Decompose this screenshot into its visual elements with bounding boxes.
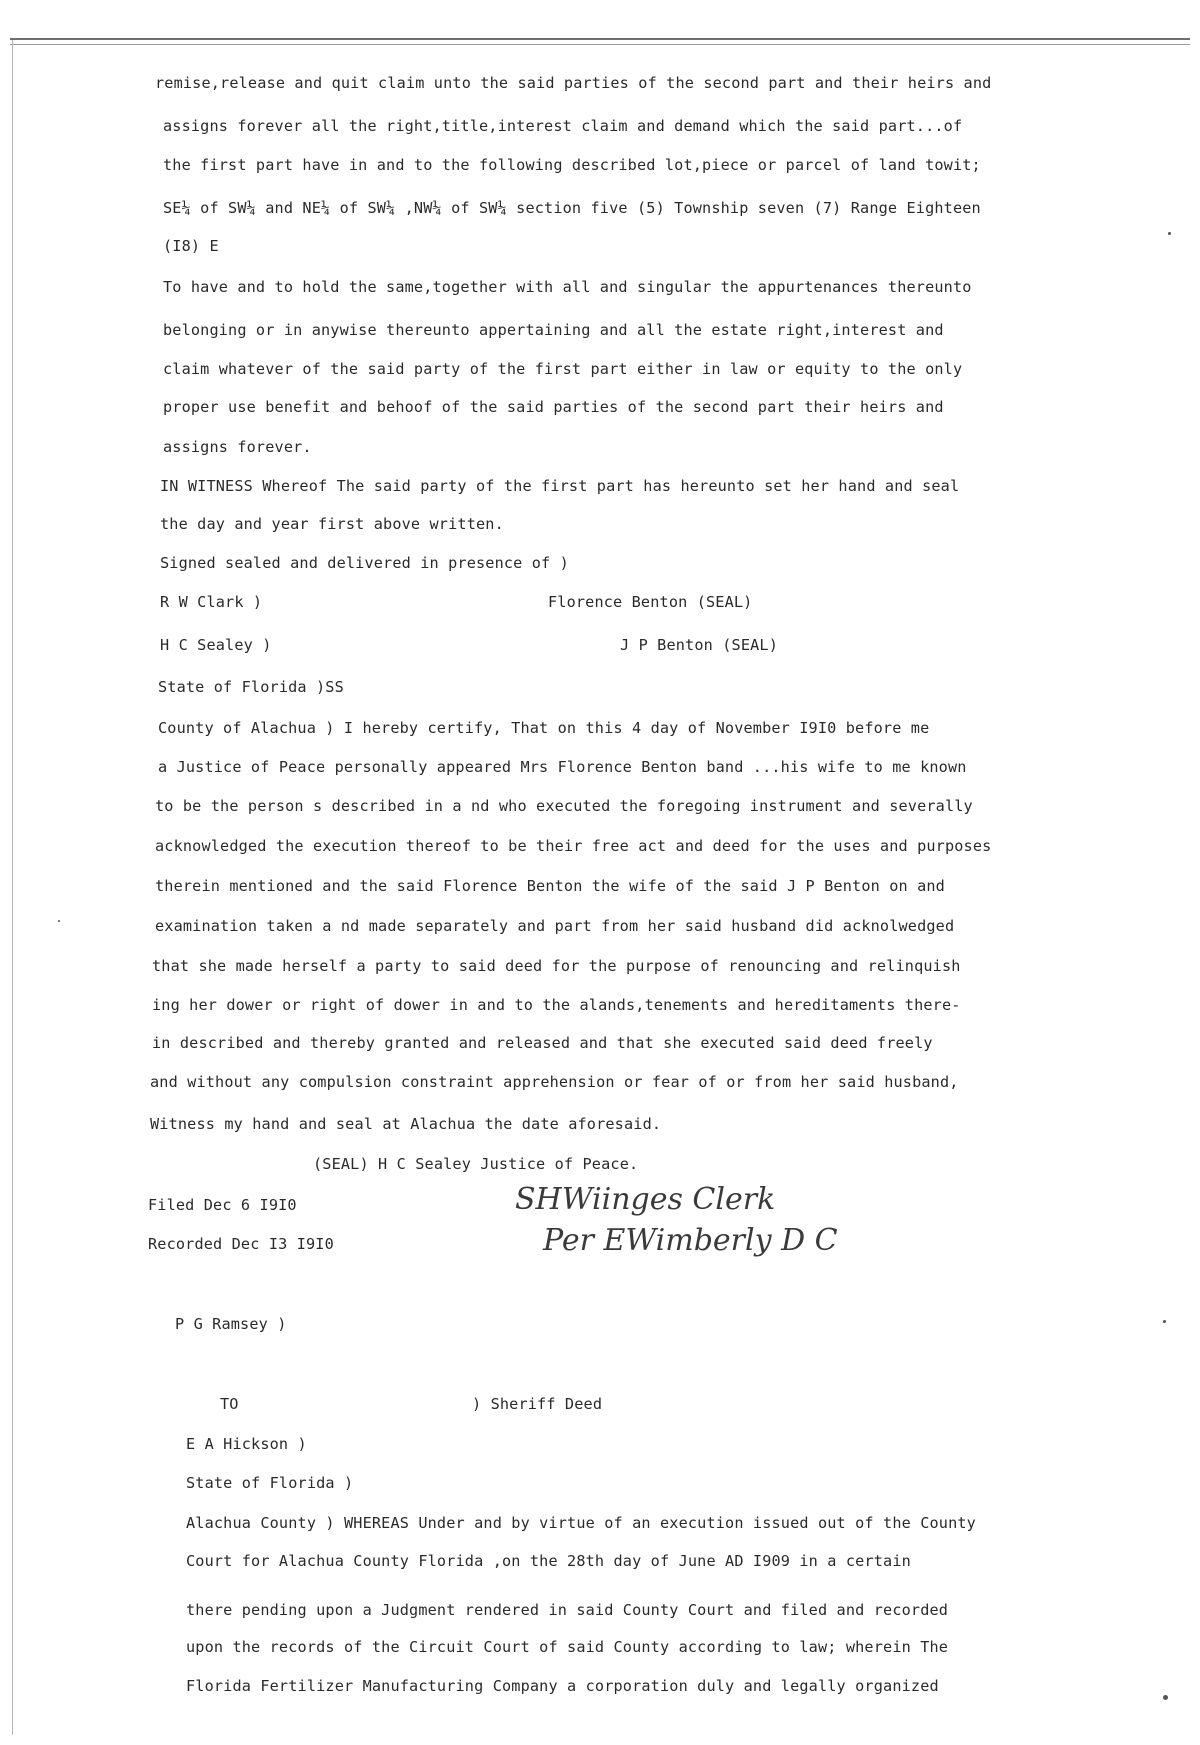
grantor-name: J P Benton (SEAL)	[620, 636, 778, 654]
deed-line: To have and to hold the same,together with all and singular the appurtenances thereunto	[163, 278, 972, 296]
deed-line: proper use benefit and behoof of the said parties of the second part their heirs and	[163, 398, 944, 416]
ack-line: examination taken a nd made separately and part from her said husband did acknolwedged	[155, 917, 955, 935]
deed2-grantee: E A Hickson )	[186, 1435, 307, 1453]
ack-line: County of Alachua ) I hereby certify, That on this 4 day of November I9I0 before me	[158, 719, 930, 737]
ack-line: that she made herself a party to said deed for the purpose of renouncing and relinquish	[152, 957, 961, 975]
deed2-line: State of Florida )	[186, 1474, 354, 1492]
deed2-type: ) Sheriff Deed	[472, 1395, 603, 1413]
ack-line: in described and thereby granted and released and that she executed said deed freely	[152, 1034, 933, 1052]
ack-line: State of Florida )SS	[158, 678, 344, 696]
page-top-rule	[10, 38, 1190, 40]
scan-speck	[58, 920, 60, 922]
deed-line: the first part have in and to the following described lot,piece or parcel of land towit;	[163, 156, 981, 174]
scan-speck	[1168, 232, 1171, 235]
deed-line: the day and year first above written.	[160, 515, 504, 533]
deed-line: IN WITNESS Whereof The said party of the first part has hereunto set her hand and seal	[160, 477, 960, 495]
ack-line: acknowledged the execution thereof to be their free act and deed for the uses and purposes	[155, 837, 992, 855]
ack-line: Witness my hand and seal at Alachua the date aforesaid.	[150, 1115, 662, 1133]
deed2-line: upon the records of the Circuit Court of said County according to law; wherein The	[186, 1638, 949, 1656]
deputy-clerk-signature: Per EWimberly D C	[543, 1223, 838, 1258]
deed2-line: Court for Alachua County Florida ,on the 28th day of June AD I909 in a certain	[186, 1552, 911, 1570]
ack-line: therein mentioned and the said Florence Benton the wife of the said J P Benton on and	[155, 877, 945, 895]
clerk-signature: SHWiinges Clerk	[515, 1182, 776, 1217]
deed2-line: Florida Fertilizer Manufacturing Company a corporation duly and legally organized	[186, 1677, 939, 1695]
deed-line: Signed sealed and delivered in presence of )	[160, 554, 569, 572]
deed-line: claim whatever of the said party of the first part either in law or equity to the only	[163, 360, 963, 378]
ack-line: a Justice of Peace personally appeared Mrs Florence Benton band ...his wife to me known	[158, 758, 967, 776]
deed-line: belonging or in anywise thereunto appertaining and all the estate right,interest and	[163, 321, 944, 339]
ack-line: to be the person s described in a nd who executed the foregoing instrument and severally	[155, 797, 973, 815]
ack-line: ing her dower or right of dower in and to the alands,tenements and hereditaments there-	[152, 996, 961, 1014]
recorded-date: Recorded Dec I3 I9I0	[148, 1235, 334, 1253]
page-left-rule	[12, 40, 13, 1735]
grantor-name: Florence Benton (SEAL)	[548, 593, 753, 611]
scan-speck	[1163, 1695, 1168, 1700]
deed2-grantor: P G Ramsey )	[175, 1315, 287, 1333]
deed-line: assigns forever all the right,title,interest claim and demand which the said part...of	[163, 117, 963, 135]
deed2-to: TO	[220, 1395, 239, 1413]
witness-name: R W Clark )	[160, 593, 263, 611]
deed-line: remise,release and quit claim unto the said parties of the second part and their heirs and	[155, 74, 992, 92]
deed-line: (I8) E	[163, 237, 219, 255]
ack-line: and without any compulsion constraint apprehension or fear of or from her said husband,	[150, 1073, 959, 1091]
deed-line: SE¼ of SW¼ and NE¼ of SW¼ ,NW¼ of SW¼ section five (5) Township seven (7) Range Eighteen	[163, 199, 981, 217]
witness-name: H C Sealey )	[160, 636, 272, 654]
justice-seal-line: (SEAL) H C Sealey Justice of Peace.	[313, 1155, 639, 1173]
deed-line: assigns forever.	[163, 438, 312, 456]
deed2-line: Alachua County ) WHEREAS Under and by virtue of an execution issued out of the County	[186, 1514, 976, 1532]
filed-date: Filed Dec 6 I9I0	[148, 1196, 297, 1214]
deed2-line: there pending upon a Judgment rendered in said County Court and filed and recorded	[186, 1601, 949, 1619]
page-top-rule-secondary	[10, 44, 1190, 45]
scan-speck	[1163, 1320, 1166, 1323]
